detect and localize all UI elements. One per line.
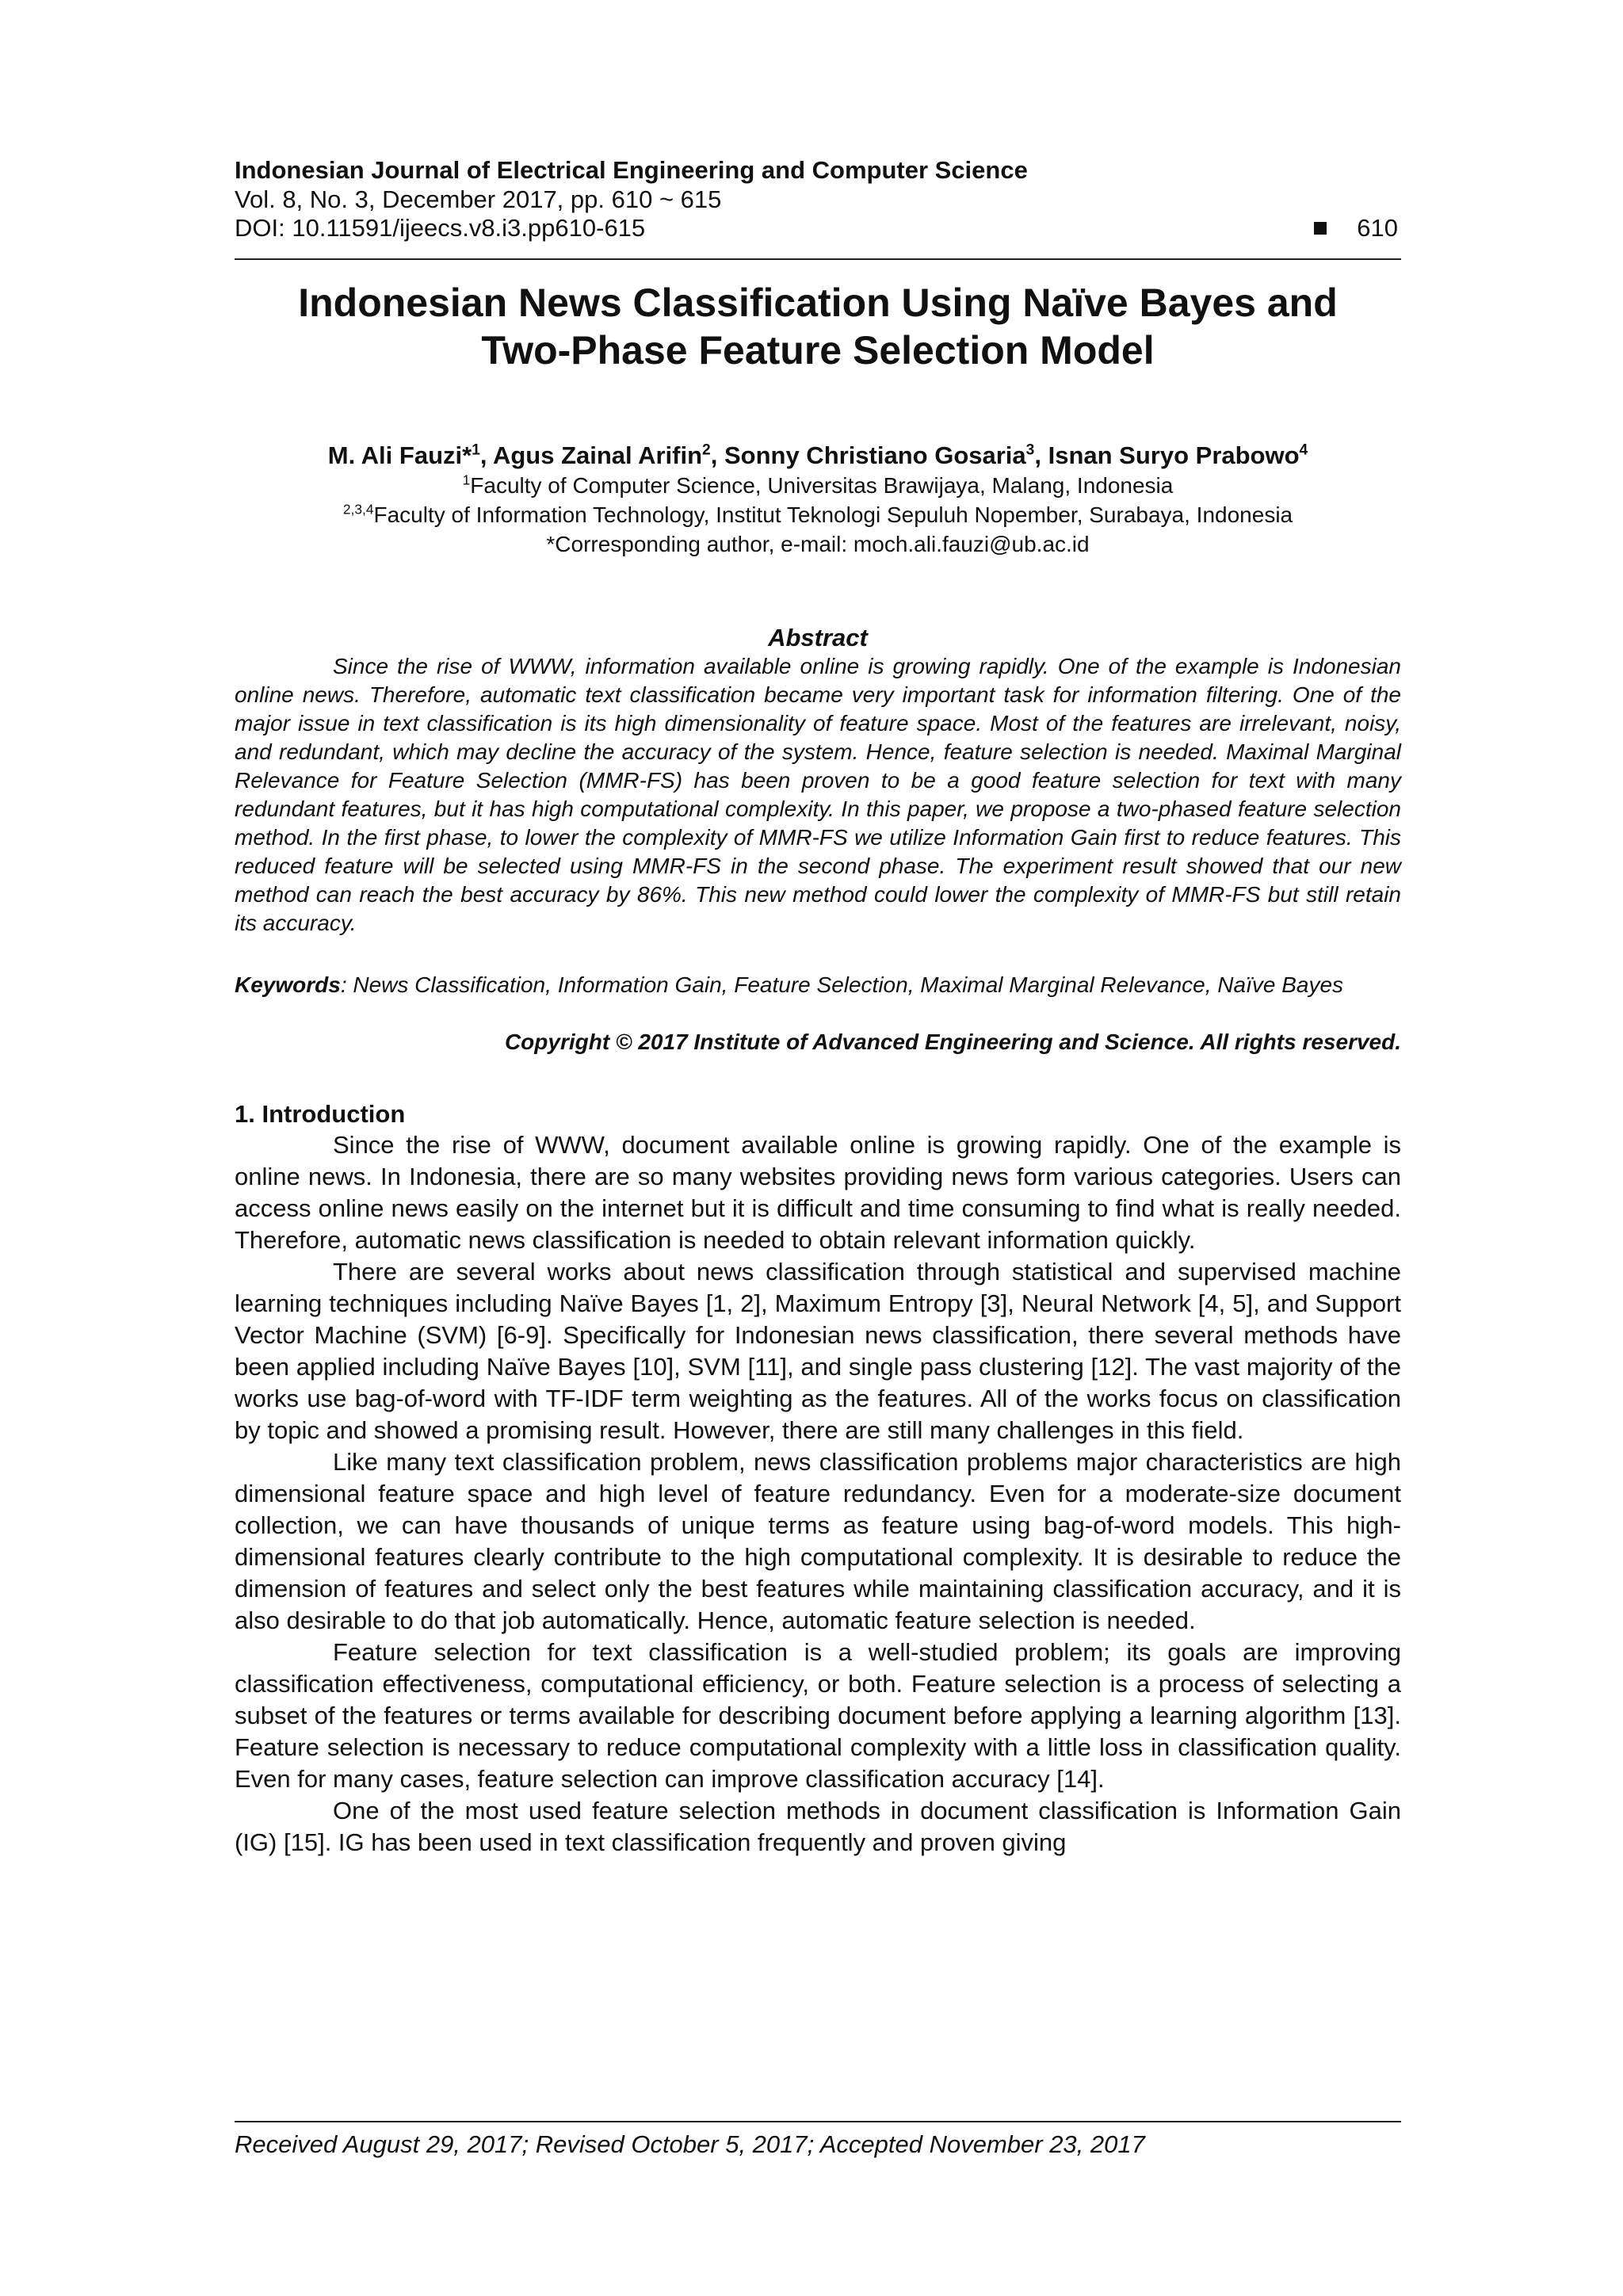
title-line-1: Indonesian News Classification Using Naïve Bayes and (298, 281, 1338, 325)
doi: DOI: 10.11591/ijeecs.v8.i3.pp610-615 (235, 214, 646, 242)
page-number: 610 (1357, 214, 1398, 242)
body-paragraph: Like many text classification problem, news classification problems major characteristics are high dimensional feature space and high level of feature redundancy. Even for a moderate-size document collection, we can have thousands of unique terms as feature using bag-of-word models. This high-dimensional features clearly contribute to the high computational complexity. It is desirable to reduce the dimension of features and select only the best features while maintaining classification accuracy, and it is also desirable to do that job automatically. Hence, automatic feature selection is needed. (235, 1448, 1401, 1634)
body-paragraph: One of the most used feature selection methods in document classification is Information Gain (IG) [15]. IG has been used in text classification frequently and proven giving (235, 1797, 1401, 1856)
affiliation-text: Faculty of Information Technology, Institut Teknologi Sepuluh Nopember, Surabaya, Indonesia (373, 502, 1293, 527)
author-name: Agus Zainal Arifin (492, 441, 703, 469)
author-name: M. Ali Fauzi* (327, 441, 472, 469)
volume-info: Vol. 8, No. 3, December 2017, pp. 610 ~ 615 (235, 185, 722, 213)
paper-title (235, 279, 1401, 374)
affiliation-text: Faculty of Computer Science, Universitas Brawijaya, Malang, Indonesia (470, 473, 1174, 498)
keywords-label: Keywords (235, 972, 341, 997)
header-rule (235, 258, 1401, 260)
keywords (235, 971, 1401, 999)
author-list (235, 441, 1401, 471)
keywords-list: : News Classification, Information Gain, Feature Selection, Maximal Marginal Relevance, Naïve Bayes (340, 972, 1344, 997)
body-paragraph: There are several works about news classification through statistical and supervised machine learning techniques including Naïve Bayes [1, 2], Maximum Entropy [3], Neural Network [4, 5], and Support Vector Machine (SVM) [6-9]. Specifically for Indonesian news classification, there several methods have been applied including Naïve Bayes [10], SVM [11], and single pass clustering [12]. The vast majority of the works use bag-of-word with TF-IDF term weighting as the features. All of the works focus on classification by topic and showed a promising result. However, there are still many challenges in this field. (235, 1258, 1401, 1444)
page-number-group (1314, 214, 1398, 243)
author-name: Sonny Christiano Gosaria (724, 441, 1026, 469)
author-separator: , (1034, 441, 1048, 469)
author-affiliation-mark: 4 (1299, 441, 1308, 459)
section-heading: 1. Introduction (235, 1100, 406, 1128)
received-dates: Received August 29, 2017; Revised October 5, 2017; Accepted November 23, 2017 (235, 2130, 1145, 2158)
author-affiliation-mark: 2 (702, 441, 711, 459)
author-affiliation-mark: 3 (1025, 441, 1035, 459)
body-paragraph: Since the rise of WWW, document available online is growing rapidly. One of the example is online news. In Indonesia, there are so many websites providing news form various categories. Users can access online news easily on the internet but it is difficult and time consuming to find what is really needed. Therefore, automatic news classification is needed to obtain relevant information quickly. (235, 1131, 1401, 1254)
author-name: Isnan Suryo Prabowo (1048, 441, 1300, 469)
affiliation-2 (235, 500, 1401, 529)
doi-row (235, 214, 1401, 243)
page-footer (235, 2121, 1401, 2159)
square-bullet-icon (1314, 222, 1327, 235)
body-paragraph: Feature selection for text classification is a well-studied problem; its goals are improving classification effectiveness, computational efficiency, or both. Feature selection is a process of selecting a subset of the features or terms available for describing document before applying a learning algorithm [13]. Feature selection is necessary to reduce computational complexity with a little loss in classification quality. Even for many cases, feature selection can improve classification accuracy [14]. (235, 1638, 1401, 1793)
affiliation-mark: 1 (462, 472, 471, 488)
paper-page (235, 155, 1401, 1859)
title-line-2: Two-Phase Feature Selection Model (481, 328, 1155, 372)
author-separator: , (710, 441, 724, 469)
corresponding-author: *Corresponding author, e-mail: moch.ali.fauzi@ub.ac.id (546, 532, 1090, 556)
journal-name: Indonesian Journal of Electrical Engineering and Computer Science (235, 156, 1028, 184)
author-separator: , (479, 441, 493, 469)
author-affiliation-mark: 1 (472, 441, 480, 459)
abstract-heading: Abstract (768, 624, 868, 651)
journal-header (235, 155, 1401, 260)
affiliation-mark: 2,3,4 (342, 501, 374, 518)
abstract-text: Since the rise of WWW, information available online is growing rapidly. One of the example is Indonesian online news. Therefore, automatic text classification became very important task for information filtering. One of the major issue in text classification is its high dimensionality of feature space. Most of the features are irrelevant, noisy, and redundant, which may decline the accuracy of the system. Hence, feature selection is needed. Maximal Marginal Relevance for Feature Selection (MMR-FS) has been proven to be a good feature selection for text with many redundant features, but it has high computational complexity. In this paper, we propose a two-phased feature selection method. In the first phase, to lower the complexity of MMR-FS we utilize Information Gain first to reduce features. This reduced feature will be selected using MMR-FS in the second phase. The experiment result showed that our new method can reach the best accuracy by 86%. This new method could lower the complexity of MMR-FS but still retain its accuracy. (235, 654, 1401, 935)
copyright-notice: Copyright © 2017 Institute of Advanced Engineering and Science. All rights reserved. (504, 1030, 1401, 1054)
affiliation-1 (235, 471, 1401, 500)
